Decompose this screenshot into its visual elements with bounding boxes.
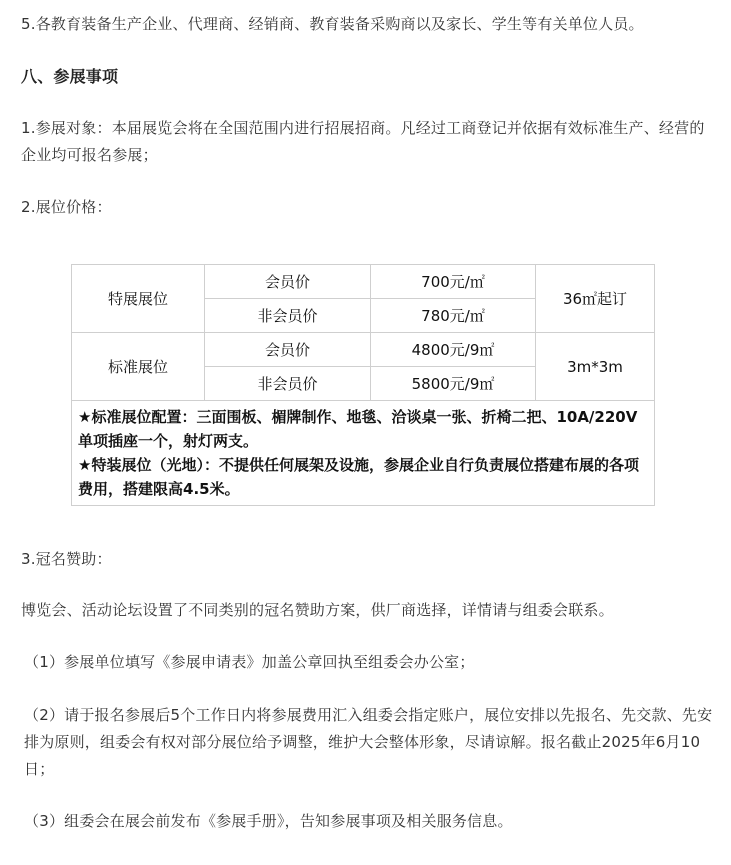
- standard-member-price: 4800元/9㎡: [371, 333, 536, 367]
- section-heading: 八、参展事项: [21, 67, 119, 86]
- special-nonmember-price: 780元/㎡: [371, 299, 536, 333]
- booth-price-table: [71, 264, 655, 506]
- booth-notes: [72, 401, 655, 506]
- table-row: [72, 265, 655, 299]
- step-2-paragraph: （2）请于报名参展后5个工作日内将参展费用汇入组委会指定账户，展位安排以先报名、先交款、先安排为原则，组委会有权对部分展位给予调整，维护大会整体形象，尽请谅解。报名截止2025年6月10日；: [24, 706, 713, 778]
- special-booth-config-note: ★特装展位（光地）：不提供任何展架及设施，参展企业自行负责展位搭建布展的各项费用，搭建限高4.5米。: [78, 456, 639, 498]
- step-3-paragraph: （3）组委会在展会前发布《参展手册》，告知参展事项及相关服务信息。: [24, 812, 513, 830]
- table-row: [72, 333, 655, 367]
- special-member-label: 会员价: [205, 265, 371, 299]
- participants-paragraph: 1.参展对象：本届展览会将在全国范围内进行招展招商。凡经过工商登记并依据有效标准生产、经营的企业均可报名参展；: [21, 119, 705, 164]
- standard-booth-config-note: ★标准展位配置：三面围板、楣牌制作、地毯、洽谈桌一张、折椅二把、10A/220V单项插座一个，射灯两支。: [78, 408, 638, 450]
- table-row: [72, 401, 655, 506]
- step-1-paragraph: （1）参展单位填写《参展申请表》加盖公章回执至组委会办公室；: [24, 653, 475, 671]
- standard-booth-name: 标准展位: [72, 333, 205, 401]
- special-nonmember-label: 非会员价: [205, 299, 371, 333]
- special-booth-name: 特展展位: [72, 265, 205, 333]
- standard-nonmember-label: 非会员价: [205, 367, 371, 401]
- special-member-price: 700元/㎡: [371, 265, 536, 299]
- special-min-order: 36㎡起订: [536, 265, 655, 333]
- booth-price-label: 2.展位价格：: [21, 198, 112, 216]
- standard-nonmember-price: 5800元/9㎡: [371, 367, 536, 401]
- intro-paragraph: 5.各教育装备生产企业、代理商、经销商、教育装备采购商以及家长、学生等有关单位人员。: [21, 15, 644, 33]
- standard-member-label: 会员价: [205, 333, 371, 367]
- standard-booth-size: 3m*3m: [536, 333, 655, 401]
- sponsorship-paragraph: 博览会、活动论坛设置了不同类别的冠名赞助方案，供厂商选择，详情请与组委会联系。: [21, 601, 614, 619]
- sponsorship-label: 3.冠名赞助：: [21, 550, 112, 568]
